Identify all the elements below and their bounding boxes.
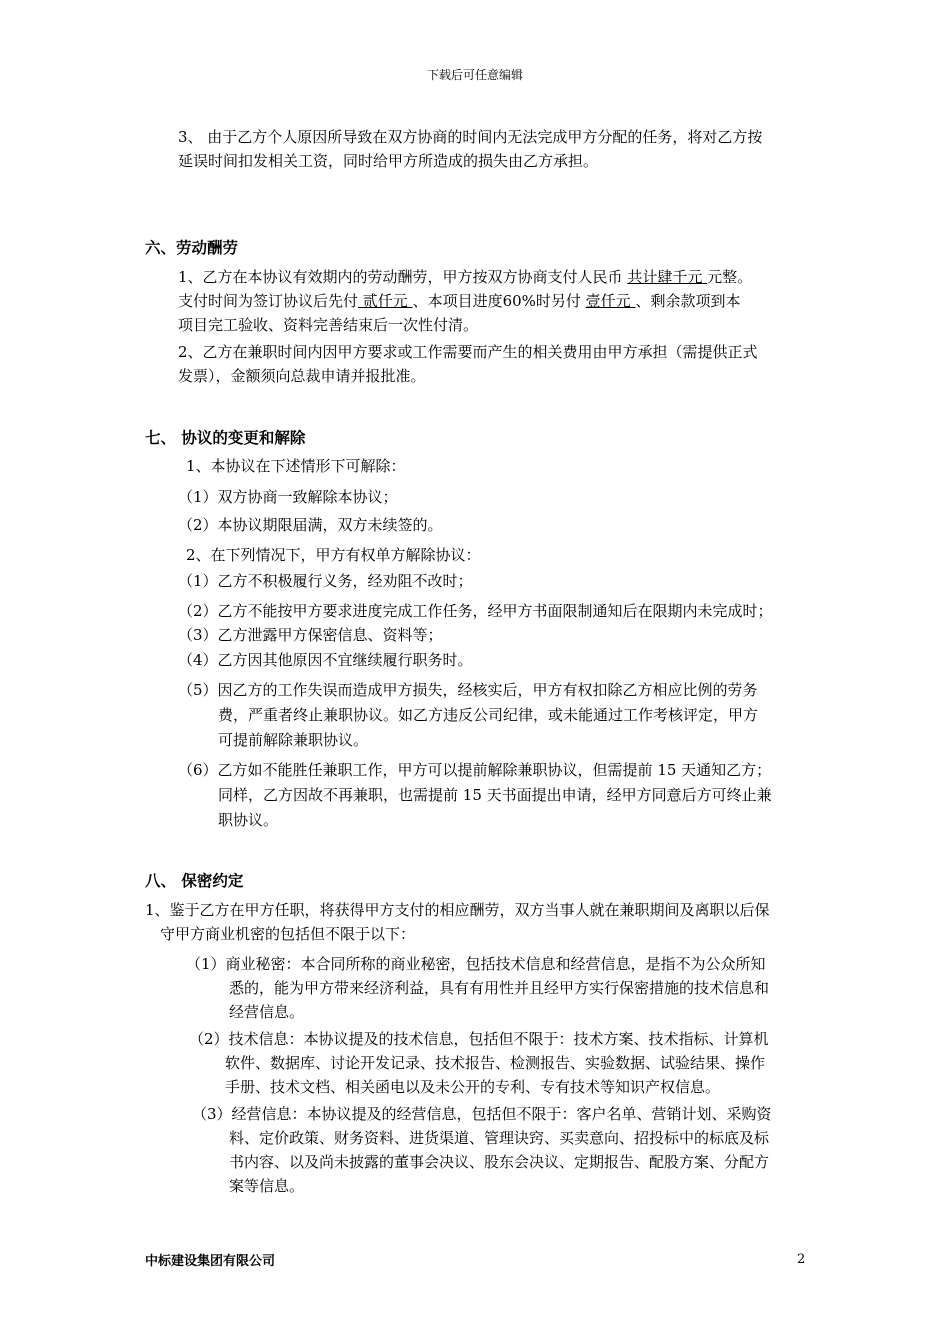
s6-item1-line2-a: 支付时间为签订协议后先付 bbox=[178, 292, 359, 310]
section6-title: 六、劳动酬劳 bbox=[145, 239, 239, 257]
s6-item1-line2-b: 、本项目进度60%时另付 bbox=[412, 292, 586, 310]
s8-item1-line1: 1、鉴于乙方在甲方任职，将获得甲方支付的相应酬劳，双方当事人就在兼职期间及离职以后保 bbox=[145, 901, 770, 919]
s8-c1-line2: 悉的，能为甲方带来经济利益，具有有用性并且经甲方实行保密措施的技术信息和 bbox=[229, 979, 770, 997]
s6-item1-line1-b: 元整。 bbox=[707, 268, 753, 286]
total-amount: 共计肆千元 bbox=[627, 268, 708, 286]
s8-c2-line3: 手册、技术文档、相关函电以及未公开的专利、专有技术等知识产权信息。 bbox=[225, 1078, 721, 1096]
s7-b4: （4）乙方因其他原因不宜继续履行职务时。 bbox=[178, 651, 473, 669]
page-header: 下载后可任意编辑 bbox=[426, 68, 523, 82]
s5-item3-line1: 3、 由于乙方个人原因所导致在双方协商的时间内无法完成甲方分配的任务，将对乙方按 bbox=[178, 128, 763, 146]
s7-b6-line3: 职协议。 bbox=[218, 811, 279, 829]
s8-c2-line2: 软件、数据库、讨论开发记录、技术报告、检测报告、实验数据、试验结果、操作 bbox=[225, 1054, 766, 1072]
s7-b6-line1: （6）乙方如不能胜任兼职工作，甲方可以提前解除兼职协议，但需提前 15 天通知乙方； bbox=[178, 761, 772, 779]
page-number: 2 bbox=[797, 1252, 806, 1267]
section8-title: 八、 保密约定 bbox=[145, 872, 244, 890]
s6-item1-line1-a: 1、乙方在本协议有效期内的劳动酬劳，甲方按双方协商支付人民币 bbox=[178, 268, 628, 286]
s8-item1-line2: 守甲方商业机密的包括但不限于以下： bbox=[160, 925, 416, 943]
footer-company: 中标建设集团有限公司 bbox=[145, 1254, 276, 1269]
s7-b5-line1: （5）因乙方的工作失误而造成甲方损失，经核实后，甲方有权扣除乙方相应比例的劳务 bbox=[178, 681, 758, 699]
s7-intro1: 1、本协议在下述情形下可解除： bbox=[186, 457, 406, 475]
s7-a1: （1）双方协商一致解除本协议； bbox=[178, 488, 398, 506]
s8-c1-line1: （1）商业秘密：本合同所称的商业秘密，包括技术信息和经营信息，是指不为公众所知 bbox=[186, 955, 766, 973]
s8-c1-line3: 经营信息。 bbox=[229, 1003, 305, 1021]
s6-item1-line2 bbox=[178, 289, 740, 313]
s6-item1-line2-c: 、剩余款项到本 bbox=[635, 292, 741, 310]
second-payment: 壹仟元 bbox=[585, 292, 636, 310]
s7-a2: （2）本协议期限届满，双方未续签的。 bbox=[178, 516, 443, 534]
s7-intro2: 2、在下列情况下，甲方有权单方解除协议： bbox=[186, 546, 481, 564]
section7-title: 七、 协议的变更和解除 bbox=[145, 429, 306, 447]
first-payment: 贰仟元 bbox=[358, 292, 413, 310]
s8-c3-line4: 案等信息。 bbox=[229, 1177, 305, 1195]
s6-item2-line1: 2、乙方在兼职时间内因甲方要求或工作需要而产生的相关费用由甲方承担（需提供正式 bbox=[178, 343, 758, 361]
s6-item1-line1 bbox=[178, 265, 752, 289]
s6-item2-line2: 发票），金额须向总裁申请并报批准。 bbox=[178, 367, 426, 385]
s7-b1: （1）乙方不积极履行义务，经劝阻不改时； bbox=[178, 572, 473, 590]
s5-item3-line2: 延误时间扣发相关工资，同时给甲方所造成的损失由乙方承担。 bbox=[178, 152, 599, 170]
s8-c3-line3: 书内容、以及尚未披露的董事会决议、股东会决议、定期报告、配股方案、分配方 bbox=[229, 1153, 770, 1171]
s7-b6-line2: 同样，乙方因故不再兼职，也需提前 15 天书面提出申请，经甲方同意后方可终止兼 bbox=[218, 786, 772, 804]
s7-b5-line3: 可提前解除兼职协议。 bbox=[218, 731, 369, 749]
s7-b5-line2: 费，严重者终止兼职协议。如乙方违反公司纪律，或未能通过工作考核评定，甲方 bbox=[218, 706, 759, 724]
s8-c2-line1: （2）技术信息：本协议提及的技术信息，包括但不限于：技术方案、技术指标、计算机 bbox=[189, 1030, 769, 1048]
s7-b2: （2）乙方不能按甲方要求进度完成工作任务，经甲方书面限制通知后在限期内未完成时； bbox=[178, 602, 773, 620]
s6-item1-line3: 项目完工验收、资料完善结束后一次性付清。 bbox=[178, 316, 479, 334]
s7-b3: （3）乙方泄露甲方保密信息、资料等； bbox=[178, 626, 443, 644]
s8-c3-line1: （3）经营信息：本协议提及的经营信息，包括但不限于：客户名单、营销计划、采购资 bbox=[192, 1105, 772, 1123]
s8-c3-line2: 料、定价政策、财务资料、进货渠道、管理诀窍、买卖意向、招投标中的标底及标 bbox=[229, 1129, 770, 1147]
